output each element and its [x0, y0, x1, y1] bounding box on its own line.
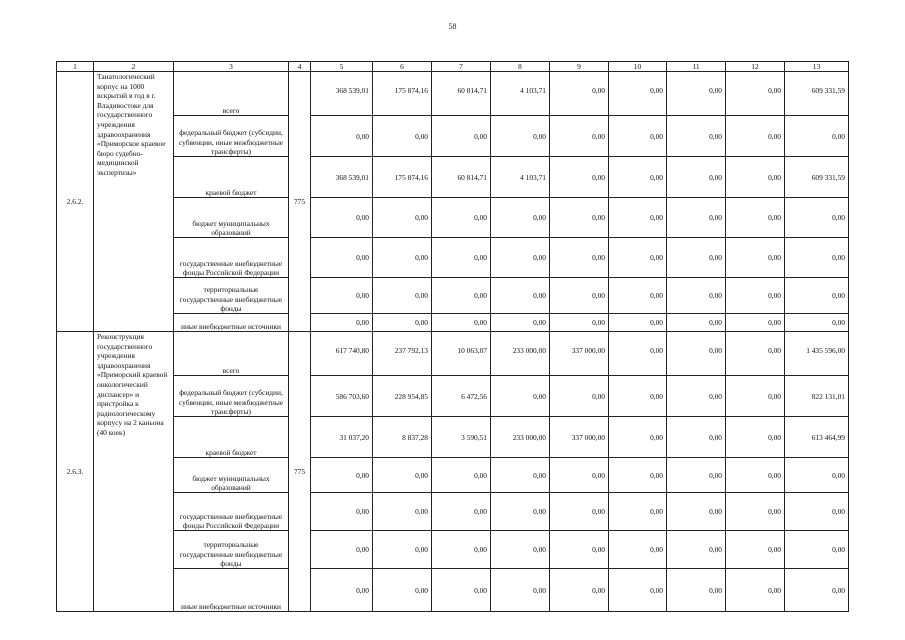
table-row	[57, 278, 849, 314]
value-cell: 0,00	[667, 531, 726, 569]
value-cell: 8 837,28	[373, 417, 432, 458]
value-cell: 617 740,80	[311, 332, 373, 376]
column-header: 4	[289, 62, 311, 72]
value-cell: 0,00	[726, 157, 785, 198]
value-cell: 0,00	[550, 531, 609, 569]
value-cell: 0,00	[311, 238, 373, 278]
value-cell: 60 814,71	[432, 157, 491, 198]
value-cell: 337 000,00	[550, 417, 609, 458]
value-cell: 0,00	[609, 458, 667, 493]
table-row	[57, 531, 849, 569]
value-cell: 0,00	[667, 314, 726, 332]
value-cell: 0,00	[311, 458, 373, 493]
section-code: 2.6.3.	[57, 332, 94, 612]
value-cell: 0,00	[550, 116, 609, 157]
value-cell: 0,00	[609, 376, 667, 417]
value-cell: 0,00	[609, 157, 667, 198]
value-cell: 0,00	[550, 198, 609, 238]
value-cell: 0,00	[785, 458, 849, 493]
value-cell: 0,00	[373, 198, 432, 238]
funding-source: иные внебюджетные источники	[174, 569, 289, 612]
funding-source: федеральный бюджет (субсидии, субвенции, иные межбюджетные трансферты)	[174, 376, 289, 417]
value-cell: 0,00	[726, 493, 785, 531]
value-cell: 233 000,00	[491, 332, 550, 376]
value-cell: 0,00	[311, 531, 373, 569]
value-cell: 0,00	[311, 314, 373, 332]
value-cell: 0,00	[491, 314, 550, 332]
funding-source: бюджет муниципальных образований	[174, 458, 289, 493]
value-cell: 0,00	[667, 458, 726, 493]
value-cell: 0,00	[550, 458, 609, 493]
value-cell: 0,00	[785, 116, 849, 157]
value-cell: 0,00	[609, 72, 667, 116]
funding-source: краевой бюджет	[174, 417, 289, 458]
value-cell: 0,00	[432, 238, 491, 278]
value-cell: 175 874,16	[373, 157, 432, 198]
value-cell: 0,00	[373, 116, 432, 157]
column-header: 9	[550, 62, 609, 72]
value-cell: 0,00	[726, 417, 785, 458]
value-cell: 0,00	[726, 116, 785, 157]
funding-source: территориальные государственные внебюджетные фонды	[174, 278, 289, 314]
value-cell: 0,00	[667, 116, 726, 157]
value-cell: 0,00	[785, 531, 849, 569]
value-cell: 0,00	[667, 157, 726, 198]
table-row	[57, 493, 849, 531]
value-cell: 0,00	[550, 376, 609, 417]
value-cell: 3 590,51	[432, 417, 491, 458]
funding-source: территориальные государственные внебюджетные фонды	[174, 531, 289, 569]
value-cell: 0,00	[491, 493, 550, 531]
value-cell: 0,00	[311, 116, 373, 157]
table-row	[57, 376, 849, 417]
value-cell: 0,00	[550, 157, 609, 198]
value-cell: 0,00	[726, 314, 785, 332]
value-cell: 0,00	[726, 458, 785, 493]
value-cell: 0,00	[311, 278, 373, 314]
funding-source: федеральный бюджет (субсидии, субвенции, иные межбюджетные трансферты)	[174, 116, 289, 157]
header-row	[57, 62, 849, 72]
value-cell: 0,00	[667, 278, 726, 314]
value-cell: 0,00	[432, 116, 491, 157]
value-cell: 0,00	[667, 493, 726, 531]
value-cell: 0,00	[609, 569, 667, 612]
value-cell: 31 037,20	[311, 417, 373, 458]
column-header: 7	[432, 62, 491, 72]
table-row	[57, 569, 849, 612]
value-cell: 0,00	[550, 72, 609, 116]
table-row	[57, 332, 849, 376]
project-name: Танатологический корпус на 1000 вскрытий в год в г. Владивостоке для государственного учреждения здравоохранения «Приморское краевое бюро судебно-медицинской экспертизы»	[94, 72, 174, 332]
budget-table	[56, 61, 849, 612]
value-cell: 0,00	[785, 314, 849, 332]
value-cell: 0,00	[785, 198, 849, 238]
value-cell: 0,00	[609, 238, 667, 278]
value-cell: 0,00	[491, 116, 550, 157]
project-name: Реконструкция государственного учреждения здравоохранения «Приморский краевой онкологический диспансер» и пристройка к радиологическому корпусу на 2 каньона (40 коек)	[94, 332, 174, 612]
value-cell: 0,00	[609, 417, 667, 458]
value-cell: 0,00	[609, 116, 667, 157]
table-row	[57, 72, 849, 116]
value-cell: 10 063,07	[432, 332, 491, 376]
value-cell: 228 954,85	[373, 376, 432, 417]
value-cell: 0,00	[491, 458, 550, 493]
value-cell: 237 792,13	[373, 332, 432, 376]
value-cell: 0,00	[726, 569, 785, 612]
value-cell: 368 539,01	[311, 157, 373, 198]
value-cell: 0,00	[311, 493, 373, 531]
table-row	[57, 314, 849, 332]
funding-source: всего	[174, 332, 289, 376]
value-cell: 0,00	[550, 569, 609, 612]
value-cell: 4 103,71	[491, 72, 550, 116]
table-row	[57, 198, 849, 238]
column-header: 13	[785, 62, 849, 72]
value-cell: 0,00	[491, 238, 550, 278]
value-cell: 0,00	[667, 569, 726, 612]
value-cell: 0,00	[726, 376, 785, 417]
value-cell: 0,00	[726, 531, 785, 569]
column-header: 3	[174, 62, 289, 72]
value-cell: 0,00	[609, 493, 667, 531]
funding-source: всего	[174, 72, 289, 116]
value-cell: 0,00	[609, 531, 667, 569]
value-cell: 0,00	[785, 238, 849, 278]
section-code: 2.6.2.	[57, 72, 94, 332]
value-cell: 0,00	[609, 332, 667, 376]
grbs-code: 775	[289, 72, 311, 332]
page-number: 58	[448, 22, 457, 31]
value-cell: 337 000,00	[550, 332, 609, 376]
value-cell: 175 874,16	[373, 72, 432, 116]
grbs-code: 775	[289, 332, 311, 612]
value-cell: 0,00	[373, 493, 432, 531]
value-cell: 0,00	[550, 278, 609, 314]
value-cell: 0,00	[311, 569, 373, 612]
value-cell: 0,00	[667, 332, 726, 376]
value-cell: 0,00	[609, 278, 667, 314]
value-cell: 0,00	[432, 278, 491, 314]
value-cell: 0,00	[667, 238, 726, 278]
value-cell: 0,00	[432, 458, 491, 493]
value-cell: 609 331,59	[785, 72, 849, 116]
value-cell: 0,00	[609, 314, 667, 332]
value-cell: 0,00	[667, 417, 726, 458]
table-row	[57, 458, 849, 493]
funding-source: бюджет муниципальных образований	[174, 198, 289, 238]
value-cell: 0,00	[726, 278, 785, 314]
value-cell: 0,00	[491, 531, 550, 569]
value-cell: 60 814,71	[432, 72, 491, 116]
value-cell: 0,00	[373, 569, 432, 612]
value-cell: 0,00	[609, 198, 667, 238]
value-cell: 613 464,99	[785, 417, 849, 458]
value-cell: 0,00	[550, 493, 609, 531]
value-cell: 0,00	[491, 376, 550, 417]
value-cell: 0,00	[667, 376, 726, 417]
value-cell: 368 539,01	[311, 72, 373, 116]
value-cell: 0,00	[785, 278, 849, 314]
funding-source: государственные внебюджетные фонды Российской Федерации	[174, 238, 289, 278]
value-cell: 0,00	[491, 198, 550, 238]
value-cell: 0,00	[432, 314, 491, 332]
value-cell: 0,00	[726, 198, 785, 238]
value-cell: 0,00	[432, 569, 491, 612]
value-cell: 0,00	[432, 531, 491, 569]
value-cell: 233 000,00	[491, 417, 550, 458]
value-cell: 0,00	[373, 458, 432, 493]
value-cell: 0,00	[373, 531, 432, 569]
value-cell: 0,00	[373, 314, 432, 332]
value-cell: 0,00	[550, 314, 609, 332]
column-header: 8	[491, 62, 550, 72]
value-cell: 0,00	[726, 332, 785, 376]
value-cell: 0,00	[432, 198, 491, 238]
column-header: 1	[57, 62, 94, 72]
funding-source: краевой бюджет	[174, 157, 289, 198]
table-row	[57, 238, 849, 278]
column-header: 10	[609, 62, 667, 72]
column-header: 11	[667, 62, 726, 72]
table-row	[57, 417, 849, 458]
value-cell: 0,00	[667, 72, 726, 116]
value-cell: 586 703,60	[311, 376, 373, 417]
funding-source: государственные внебюджетные фонды Российской Федерации	[174, 493, 289, 531]
value-cell: 609 331,59	[785, 157, 849, 198]
value-cell: 0,00	[667, 198, 726, 238]
value-cell: 0,00	[726, 72, 785, 116]
value-cell: 0,00	[550, 238, 609, 278]
column-header: 12	[726, 62, 785, 72]
table-row	[57, 116, 849, 157]
value-cell: 0,00	[491, 569, 550, 612]
column-header: 6	[373, 62, 432, 72]
funding-source: иные внебюджетные источники	[174, 314, 289, 332]
value-cell: 0,00	[373, 238, 432, 278]
value-cell: 0,00	[373, 278, 432, 314]
value-cell: 1 435 596,00	[785, 332, 849, 376]
table-row	[57, 157, 849, 198]
value-cell: 4 103,71	[491, 157, 550, 198]
value-cell: 822 131,01	[785, 376, 849, 417]
value-cell: 0,00	[432, 493, 491, 531]
column-header: 2	[94, 62, 174, 72]
value-cell: 6 472,56	[432, 376, 491, 417]
value-cell: 0,00	[785, 493, 849, 531]
value-cell: 0,00	[726, 238, 785, 278]
value-cell: 0,00	[491, 278, 550, 314]
value-cell: 0,00	[785, 569, 849, 612]
column-header: 5	[311, 62, 373, 72]
value-cell: 0,00	[311, 198, 373, 238]
